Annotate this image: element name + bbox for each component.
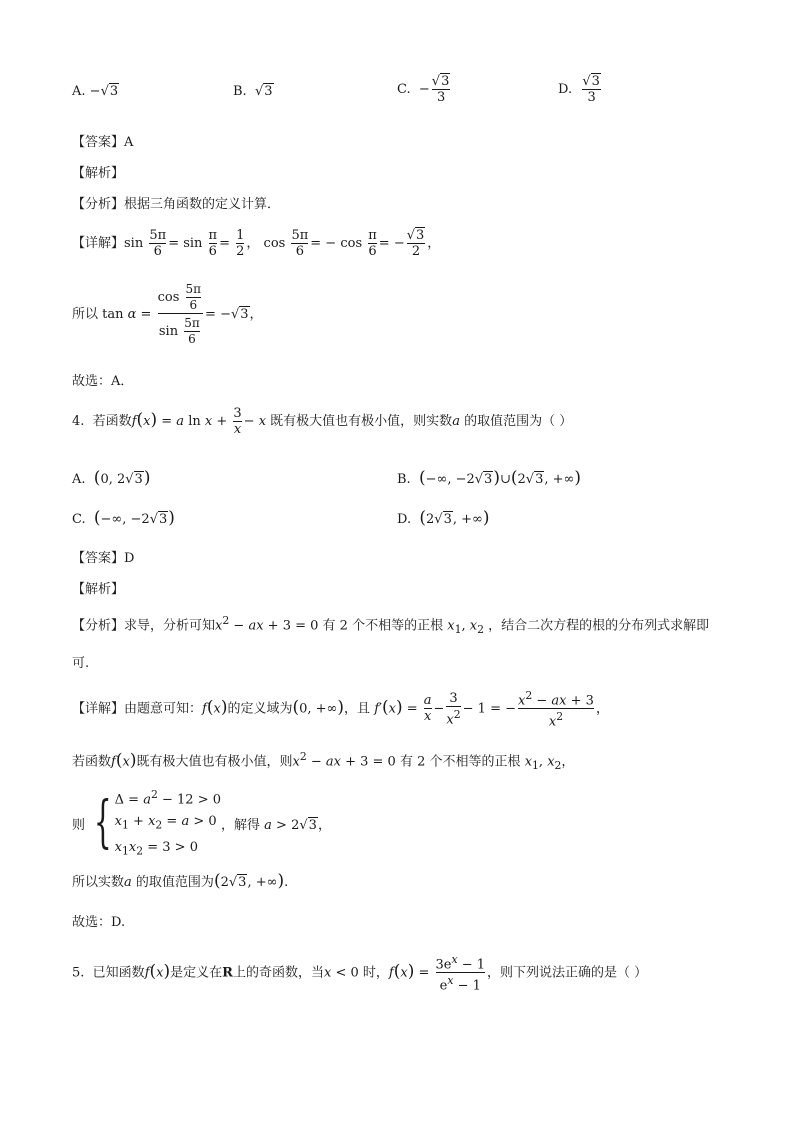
q4-option-b: B. (−∞, −2√3)∪(2√3, +∞) [397, 468, 582, 488]
detail-line: 【详解】由题意可知：f(x)的定义域为(0, +∞)，且 f′(x) = $\frac{a}{x}$ − $\frac{3}{x^2}$ − 1 = − $\frac{x^2 - ax + 3}{x^2}$ ， [72, 689, 609, 730]
fenxi-line-cont: 可. [72, 656, 90, 671]
sqrt-symbol: √3 [254, 84, 273, 99]
choose-line: 故选：D. [72, 915, 126, 930]
option-d: D. $\frac{√3}{3}$ [558, 74, 600, 105]
left-brace: { [93, 790, 112, 856]
analysis-tag: 【解析】 [72, 166, 125, 181]
choose-line: 故选：A． [72, 374, 134, 389]
detail-line: 【详解】sin $\frac{5\pi}{6}$ = sin $\frac{\pi}{6}$ = $\frac{1}{2}$ ， cos $\frac{5\pi}{6}$ = − cos $\frac{\pi}{6}$ = − $\frac{√3}{2}$ ， [72, 228, 441, 259]
q4-option-a: A. (0, 2√3) [72, 468, 151, 488]
analysis-tag: 【解析】 [72, 582, 125, 597]
sqrt-symbol: √3 [100, 84, 119, 99]
option-c: C. − $\frac{√3}{3}$ [397, 74, 450, 105]
fraction: $\frac{√3}{3}$ [582, 74, 600, 105]
q4-option-d: D. (2√3, +∞) [397, 508, 490, 528]
fraction: $\frac{√3}{3}$ [431, 74, 450, 105]
tan-line: 所以 tan α = cos $\frac{5\pi}{6}$ sin $\frac{5\pi}{6}$ = −√3， [72, 282, 263, 346]
inequality-system: 则 { $\Delta = a^2 - 12 > 0$ $x_1 + x_2 = a > 0$ $x_1x_2 = 3 > 0$ ，解得 a > 2√3， [72, 788, 331, 858]
option-a: A. −√3 [72, 84, 119, 99]
option-b: B. √3 [233, 84, 273, 99]
so-line: 所以实数a 的取值范围为(2√3, +∞). [72, 871, 289, 891]
q4-option-c: C. (−∞, −2√3) [72, 508, 175, 528]
fenxi-line: 【分析】求导，分析可知$x^2$ − ax + 3 = 0 有 2 个不相等的正根 $x_1$, $x_2$ ，结合二次方程的根的分布列式求解即 [72, 614, 710, 636]
condition-line: 若函数f(x)既有极大值也有极小值，则$x^2$ − ax + 3 = 0 有 2 个不相等的正根 $x_1$, $x_2$， [72, 750, 575, 772]
answer-line: 【答案】A [72, 135, 134, 150]
answer-line: 【答案】D [72, 551, 135, 566]
question-4-stem: 4. 若函数f(x) = a ln x + $\frac{3}{x}$ − x 既有极大值也有极小值，则实数a 的取值范围为（ ） [72, 406, 573, 437]
fenxi-line: 【分析】根据三角函数的定义计算． [72, 197, 281, 212]
question-5-stem: 5. 已知函数f(x)是定义在R上的奇函数，当x < 0 时，f(x) = $\frac{3e^x - 1}{e^x - 1}$ ，则下列说法正确的是（ ） [72, 953, 648, 994]
